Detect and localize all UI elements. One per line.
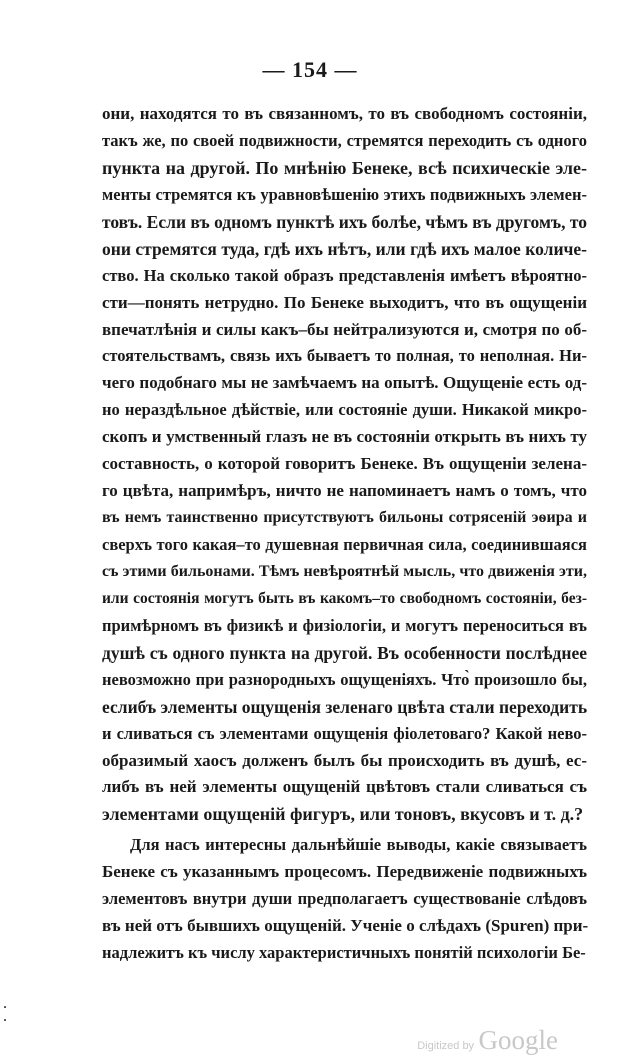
text-line: чего подобнаго мы не замѣчаемъ на опытѣ. Ощущеніе есть од- — [102, 373, 587, 393]
digitized-by-google-watermark — [417, 1025, 558, 1056]
paragraph — [102, 832, 587, 967]
text-line: стоятельствамъ, связь ихъ бываетъ то полная, то неполная. Ни- — [102, 346, 587, 366]
text-line: либъ въ ней элементы ощущеній цвѣтовъ стали сливаться съ — [102, 777, 587, 797]
text-line: сверхъ того какая–то душевная первичная сила, соединившаяся — [102, 535, 587, 554]
text-line: въ ней отъ бывшихъ ощущеній. Ученіе о слѣдахъ (Spuren) при- — [102, 916, 589, 936]
text-line: или состоянія могутъ быть въ какомъ–то свободномъ состояніи, без- — [102, 589, 587, 607]
text-line: такъ же, по своей подвижности, стремятся переходить съ одного — [102, 130, 587, 150]
text-line: впечатлѣнія и силы какъ–бы нейтрализуются и, смотря по об- — [102, 319, 587, 339]
google-logo: Google — [478, 1025, 558, 1055]
body-text — [102, 101, 587, 967]
text-line: менты стремятся къ уравновѣшенію этихъ подвижныхъ элемен- — [102, 184, 587, 204]
margin-speck: · — [3, 1000, 8, 1014]
text-line: элементовъ внутри души предполагаетъ существованіе слѣдовъ — [102, 889, 587, 909]
text-line: въ немъ таинственно присутствуютъ бильоны сотрясеній эѳира и — [102, 509, 587, 527]
text-line: и сливаться съ элементами ощущенія фіолетоваго? Какой нево- — [102, 723, 587, 743]
text-line: но нераздѣльное дѣйствіе, или состояніе души. Никакой микро- — [102, 400, 587, 420]
text-line: Для насъ интересны дальнѣйшіе выводы, какіе связываетъ — [130, 835, 587, 855]
text-line: го цвѣта, напримѣръ, ничто не напоминаетъ намъ о томъ, что — [102, 481, 587, 501]
text-line: примѣрномъ въ физикѣ и физіологіи, и могутъ переноситься въ — [102, 615, 587, 635]
text-line: скопъ и умственный глазъ не въ состояніи открыть въ нихъ ту — [102, 427, 587, 447]
text-line: сти—понять нетрудно. По Бенеке выходитъ, что въ ощущеніи — [102, 292, 587, 312]
page-number: — 154 — — [262, 57, 358, 82]
text-line: невозможно при разнородныхъ ощущеніяхъ. Что̀ произошло бы, — [102, 669, 587, 689]
text-line: съ этими бильонами. Тѣмъ невѣроятнѣй мысль, что движенія эти, — [102, 562, 587, 580]
text-line: еслибъ элементы ощущенія зеленаго цвѣта стали переходить — [102, 696, 588, 717]
text-line: надлежитъ къ числу характеристичныхъ понятій психологіи Бе- — [102, 943, 586, 963]
text-line: образимый хаосъ долженъ былъ бы происходить въ душѣ, ес- — [102, 750, 587, 770]
text-line: Бенеке съ указаннымъ процесомъ. Передвиженіе подвижныхъ — [102, 862, 587, 882]
text-line: ство. На сколько такой образъ представленія имѣетъ вѣроятно- — [102, 265, 587, 285]
text-line: элементами ощущеній фигуръ, или тоновъ, вкусовъ и т. д.? — [102, 804, 584, 825]
text-line: душѣ съ одного пункта на другой. Въ особенности послѣднее — [102, 642, 587, 663]
text-line: товъ. Если въ одномъ пунктѣ ихъ болѣе, чѣмъ въ другомъ, то — [102, 211, 587, 232]
text-line: пункта на другой. По мнѣнію Бенеке, всѣ психическіе эле- — [102, 157, 587, 178]
paragraph — [102, 101, 587, 828]
text-line: они стремятся туда, гдѣ ихъ нѣтъ, или гдѣ ихъ малое количе- — [102, 238, 587, 259]
watermark-prefix: Digitized by — [417, 1040, 475, 1052]
text-line: составность, о которой говоритъ Бенеке. Въ ощущеніи зелена- — [102, 454, 587, 474]
margin-speck: · — [3, 1013, 8, 1027]
text-line: они, находятся то въ связанномъ, то въ свободномъ состояніи, — [102, 104, 587, 123]
